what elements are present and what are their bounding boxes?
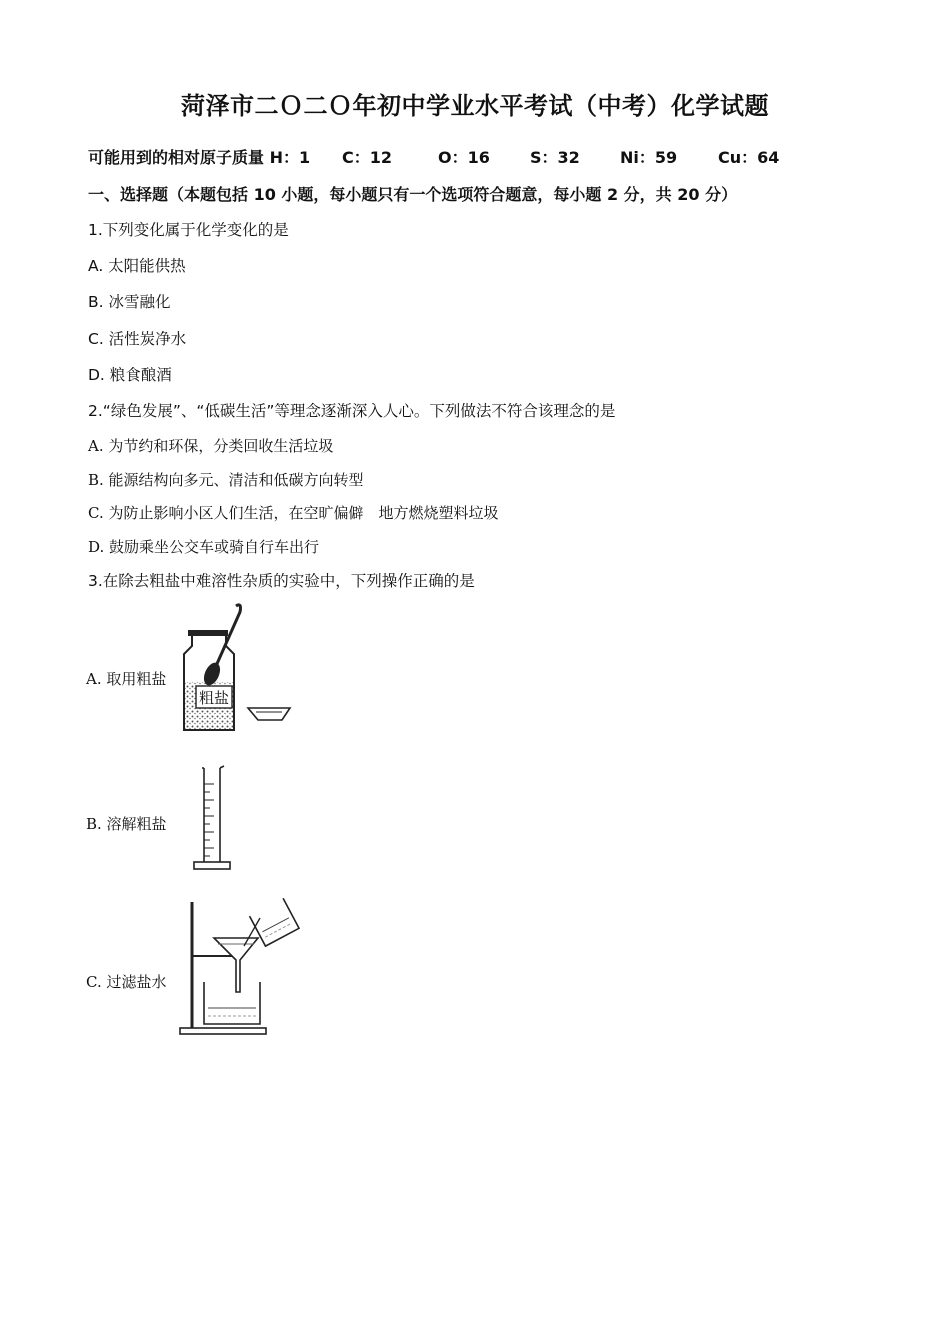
question-3-option-b: B. 溶解粗盐	[86, 815, 167, 833]
section-heading: 一、选择题（本题包括 10 小题，每小题只有一个选项符合题意，每小题 2 分，共 20 分）	[88, 185, 738, 204]
stand-base	[180, 1028, 266, 1034]
receiving-beaker	[204, 982, 260, 1024]
question-3-stem: 3.在除去粗盐中难溶性杂质的实验中，下列操作正确的是	[88, 572, 475, 590]
question-1-stem: 1.下列变化属于化学变化的是	[88, 221, 289, 239]
atomic-mass-item: C：12	[342, 148, 393, 167]
filtration-figure	[174, 890, 300, 1040]
jar-stopper-ring	[188, 630, 228, 636]
question-2-option-c: C. 为防止影响小区人们生活，在空旷偏僻 地方燃烧塑料垃圾	[88, 504, 499, 522]
cylinder-spout	[202, 766, 224, 768]
atomic-mass-item: S：32	[530, 148, 580, 167]
question-3-option-a: A. 取用粗盐	[86, 670, 167, 688]
question-1-option-b: B. 冰雪融化	[88, 293, 171, 311]
cylinder-base	[194, 862, 230, 869]
question-1-option-d: D. 粮食酿酒	[88, 366, 172, 384]
jar-label: 粗盐	[198, 689, 230, 707]
question-1-option-a: A. 太阳能供热	[88, 257, 186, 275]
page-title: 菏泽市二Ｏ二Ｏ年初中学业水平考试（中考）化学试题	[181, 92, 769, 120]
evaporating-dish	[248, 708, 290, 720]
jar-spoon-figure	[176, 600, 296, 736]
question-2-option-a: A. 为节约和环保，分类回收生活垃圾	[88, 437, 334, 455]
question-2-stem: 2.“绿色发展”、“低碳生活”等理念逐渐深入人心。下列做法不符合该理念的是	[88, 402, 616, 420]
cylinder-scale	[204, 784, 214, 856]
atomic-mass-item: O：16	[438, 148, 490, 167]
atomic-mass-item: Ni：59	[620, 148, 678, 167]
atomic-mass-label: 可能用到的相对原子质量 H：1	[88, 148, 311, 167]
graduated-cylinder-figure	[190, 764, 246, 876]
atomic-mass-line	[88, 145, 779, 168]
funnel	[214, 938, 258, 992]
atomic-mass-item: Cu：64	[718, 148, 780, 167]
question-2-option-b: B. 能源结构向多元、清洁和低碳方向转型	[88, 471, 364, 489]
question-1-option-c: C. 活性炭净水	[88, 330, 187, 348]
question-3-option-c: C. 过滤盐水	[86, 973, 167, 991]
question-2-option-d: D. 鼓励乘坐公交车或骑自行车出行	[88, 538, 320, 556]
